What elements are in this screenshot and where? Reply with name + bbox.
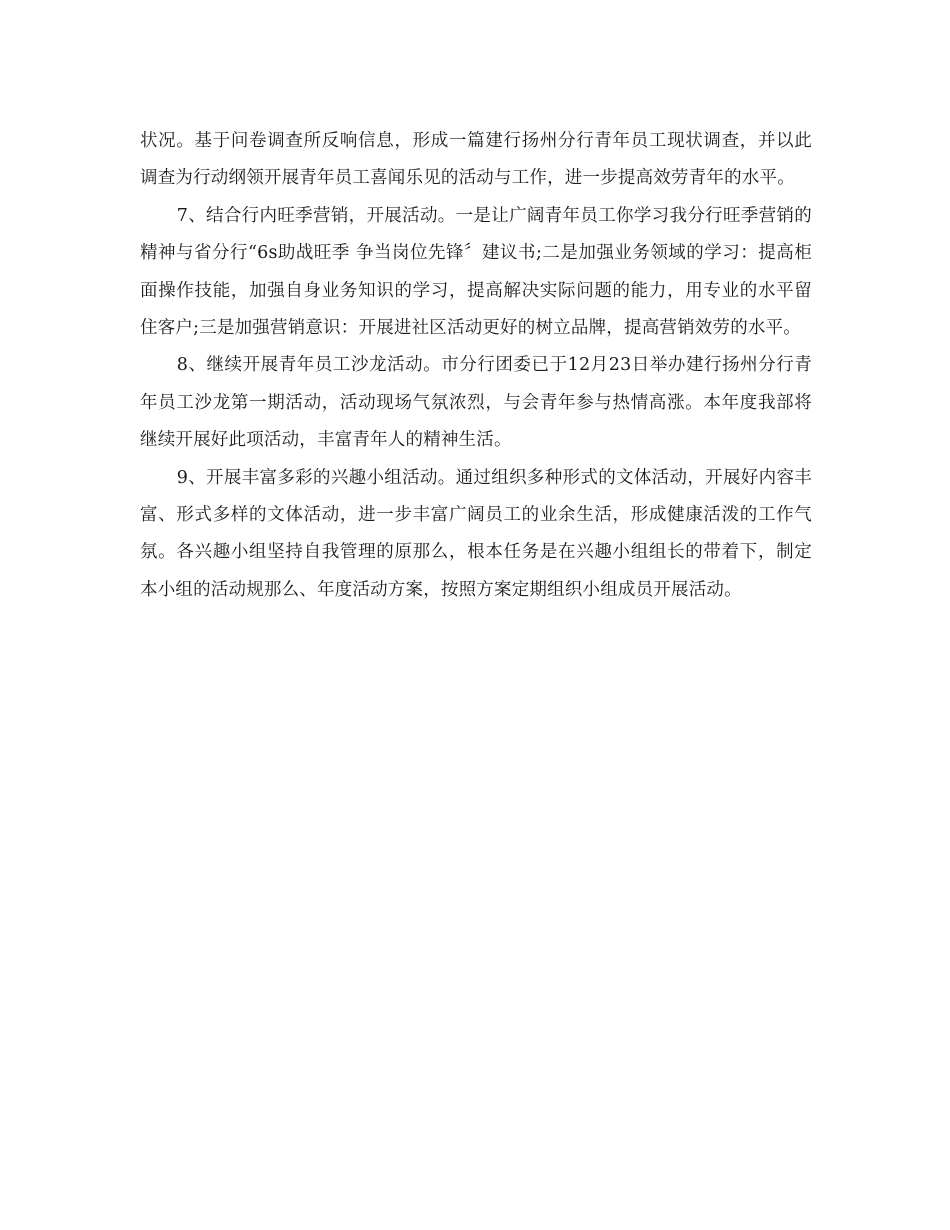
paragraph-item-9: 9、开展丰富多彩的兴趣小组活动。通过组织多种形式的文体活动，开展好内容丰富、形式多样的文体活动，进一步丰富广阔员工的业余生活，形成健康活泼的工作气氛。各兴趣小组坚持自我管理的原那么，根本任务是在兴趣小组组长的带着下，制定本小组的活动规那么、年度活动方案，按照方案定期组织小组成员开展活动。	[140, 467, 812, 600]
document-body	[140, 123, 812, 609]
paragraph-item-7: 7、结合行内旺季营销，开展活动。一是让广阔青年员工你学习我分行旺季营销的精神与省分行“6s助战旺季 争当岗位先锋〞建议书;二是加强业务领域的学习：提高柜面操作技能，加强自身业务知识的学习，提高解决实际问题的能力，用专业的水平留住客户;三是加强营销意识：开展进社区活动更好的树立品牌，提高营销效劳的水平。	[140, 205, 812, 339]
paragraph-continuation: 状况。基于问卷调查所反响信息，形成一篇建行扬州分行青年员工现状调查，并以此调查为行动纲领开展青年员工喜闻乐见的活动与工作，进一步提高效劳青年的水平。	[140, 131, 812, 189]
paragraph-item-8: 8、继续开展青年员工沙龙活动。市分行团委已于12月23日举办建行扬州分行青年员工沙龙第一期活动，活动现场气氛浓烈，与会青年参与热情高涨。本年度我部将继续开展好此项活动，丰富青年人的精神生活。	[140, 355, 812, 451]
